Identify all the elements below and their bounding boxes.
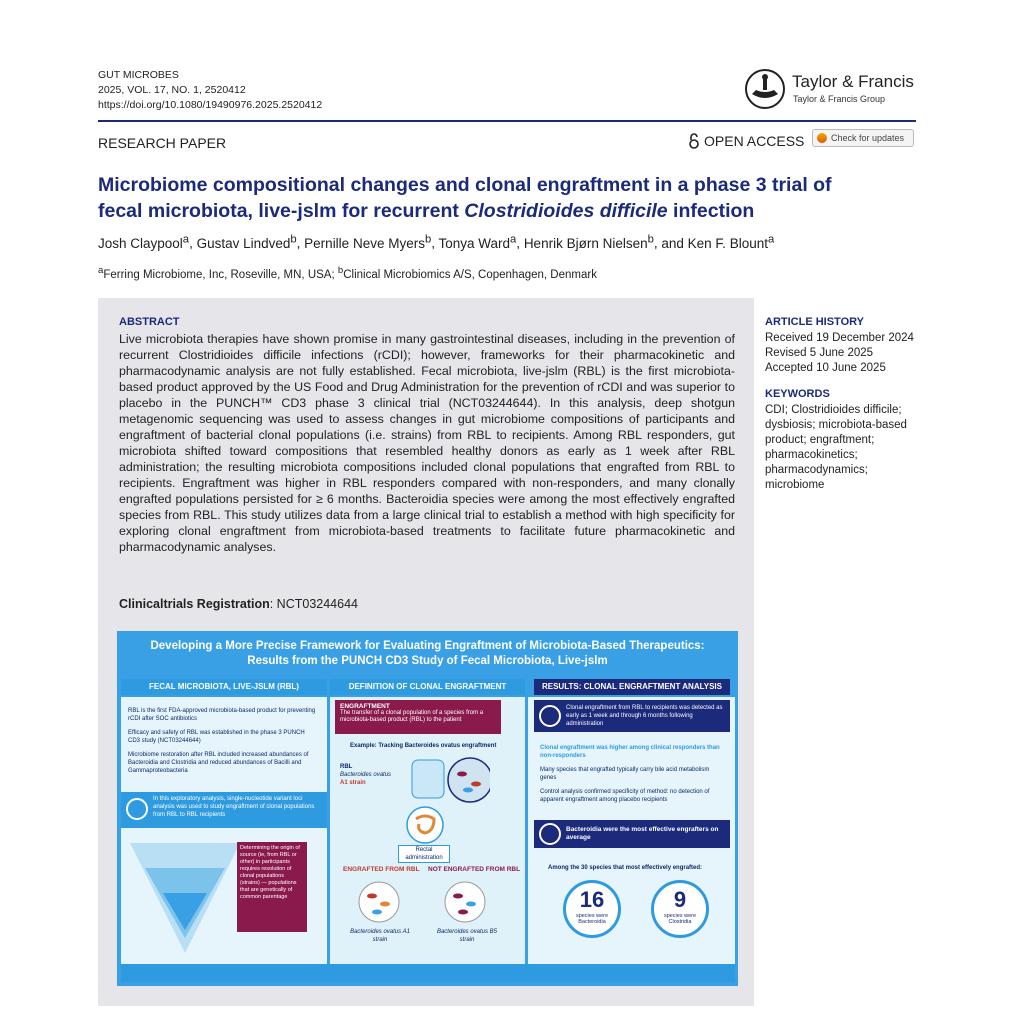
history-heading: ARTICLE HISTORY: [765, 316, 865, 328]
ga-strain: A1 strain: [340, 780, 366, 786]
a1-strain-caption: Bacteroides ovatus A1 strain: [350, 929, 410, 943]
open-access-label: OPEN ACCESS: [704, 133, 805, 149]
not-engrafted-sample-icon: [443, 880, 487, 924]
author[interactable]: Tonya Ward$^a$: [438, 233, 517, 251]
rectal-label: Rectal administration: [398, 845, 450, 863]
ga-title: Developing a More Precise Framework for Evaluating Engraftment of Microbiota-Based Therapeutics: Results from the PUNCH CD3 Study of Fecal Microbiota, Live-jslm: [150, 640, 705, 667]
paper-type: RESEARCH PAPER: [98, 135, 227, 151]
ga-among: Among the 30 species that most effectively engrafted:: [548, 865, 703, 871]
publisher-name: Taylor & Francis: [792, 72, 914, 91]
ga-col3-box1: Clonal engraftment from RBL to recipients was detected as early as 1 week and through 6 months following administration: [534, 700, 730, 732]
intestine-icon: [405, 805, 445, 845]
ga-col3-bullets: Clonal engraftment was higher among clinical responders than non-responders Many species that engrafted typically carry bile acid metabolism genes Control analysis confirmed specificity of method: no detection of apparent engraftment among placebo recipients: [540, 745, 720, 803]
author[interactable]: Josh Claypool$^a$: [98, 233, 190, 251]
ga-footer: [121, 964, 735, 982]
stat-bacteroidia: 16 species were Bacteroidia: [563, 880, 621, 938]
taylor-francis-logo-icon: [744, 68, 786, 110]
open-access-badge[interactable]: [688, 133, 804, 149]
ga-col1-bullets: RBL is the first FDA-approved microbiota-based product for preventing rCDI after SOC antibiotics Efficacy and safety of RBL was established in the phase 3 PUNCH CD3 study (NCT03244644) Microbiome restoration after RBL included increased abundances of Bacteroidia and Clostridia and reduced abundances of Bacilli and Gammaproteobacteria: [128, 708, 316, 774]
journal-doi[interactable]: https://doi.org/10.1080/19490976.2025.2520412: [98, 99, 323, 111]
ga-col1-funnel-text: Determining the origin of source (ie, from RBL or other) in participants requires resolution of clonal populations (strains) — populations that are genetically of common parentage: [237, 842, 307, 932]
ga-col3-header: RESULTS: CLONAL ENGRAFTMENT ANALYSIS: [534, 679, 730, 695]
paper-title: [98, 172, 928, 224]
b5-strain-caption: Bacteroides ovatus B5 strain: [436, 929, 498, 943]
journal-info: [98, 68, 322, 113]
ga-col1-header: FECAL MICROBIOTA, LIVE-JSLM (RBL): [121, 679, 327, 695]
publisher-group: Taylor & Francis Group: [793, 94, 886, 104]
author-list: Josh Claypool$^a$, Gustav Lindved$^b$, Pernille Neve Myers$^b$, Tonya Ward$^a$, Henrik Bjørn Nielsen$^b$, and Ken F. Blount$^a$: [98, 233, 775, 251]
ga-col3-box2: Bacteroidia were the most effective engrafters on average: [534, 820, 730, 848]
journal-name: GUT MICROBES: [98, 69, 179, 81]
check-updates-label: Check for updates: [831, 133, 905, 143]
abstract-heading: ABSTRACT: [119, 316, 180, 328]
journal-volume: 2025, VOL. 17, NO. 1, 2520412: [98, 84, 246, 96]
target-icon: [126, 798, 148, 820]
ga-species: Bacteroides ovatus: [340, 772, 392, 778]
abstract-text: Live microbiota therapies have shown promise in many gastrointestinal diseases, including in the prevention of recurrent Clostridioides difficile infections (rCDI); however, frameworks for their pharmacokinetic and pharmacodynamic analysis are not fully established. Fecal microbiota, live-jslm (RBL) is the first microbiota-based product approved by the US Food and Drug Administration for the prevention of rCDI and was superior to placebo in the PUNCH™ CD3 phase 3 clinical trial (NCT03244644). In this analysis, deep shotgun metagenomic sequencing was used to assess changes in gut microbiome compositions of participants and engraftment of bacterial clonal populations (i.e. strains) from RBL to recipients. Among RBL responders, gut microbiota shifted toward compositions that resembled healthy donors as early as 1 week after RBL administration; the resulting microbiota compositions included clonal populations that engrafted from RBL to recipients. Engraftment was higher in RBL responders compared with non-responders, and many clonally engrafted populations persisted for ≥ 6 months. Bacteroidia species were among the most effectively engrafted species from RBL. This study utilizes data from a large clinical trial to establish a method with high specificity for exploring clonal engraftment from microbiota-based treatments to facilitate future pharmacokinetic and pharmacodynamic analyses.: [119, 332, 735, 554]
target-icon: [539, 823, 561, 845]
open-lock-icon: [688, 133, 700, 149]
check-updates-button[interactable]: [812, 129, 914, 147]
article-history: Received 19 December 2024 Revised 5 June 2025 Accepted 10 June 2025: [765, 332, 914, 374]
header-rule: [98, 120, 916, 122]
ga-engraftment-box: ENGRAFTMENT The transfer of a clonal population of a species from a microbiota-based product (RBL) to the patient: [335, 700, 501, 734]
author[interactable]: Henrik Bjørn Nielsen$^b$: [523, 233, 654, 251]
registration: Clinicaltrials Registration: NCT03244644: [119, 597, 358, 611]
keywords-list: CDI; Clostridioides difficile; dysbiosis; microbiota-based product; engraftment; pharmacokinetics; pharmacodynamics; microbiome: [765, 404, 907, 491]
target-icon: [539, 705, 561, 727]
ga-example: Example: Tracking Bacteroides ovatus engraftment: [350, 743, 497, 749]
ga-col2-header: DEFINITION OF CLONAL ENGRAFTMENT: [330, 679, 525, 695]
engrafted-sample-icon: [357, 880, 401, 924]
author[interactable]: Gustav Lindved$^b$: [196, 233, 297, 251]
check-updates-icon: [817, 133, 827, 143]
stat-clostridia: 9 species were Clostridia: [651, 880, 709, 938]
engrafted-label: ENGRAFTED FROM RBL: [343, 866, 420, 873]
keywords-heading: KEYWORDS: [765, 388, 830, 400]
author[interactable]: Pernille Neve Myers$^b$: [304, 233, 432, 251]
ga-rbl-label: RBL: [340, 764, 353, 770]
affiliations: $^a$Ferring Microbiome, Inc, Roseville, MN, USA; $^b$Clinical Microbiomics A/S, Copenhagen, Denmark: [98, 265, 597, 281]
funnel-graphic: [125, 838, 245, 958]
title-line-2: fecal microbiota, live-jslm for recurrent Clostridioides difficile infection: [98, 200, 755, 222]
title-line-1: Microbiome compositional changes and clonal engraftment in a phase 3 trial of: [98, 174, 832, 196]
not-engrafted-label: NOT ENGRAFTED FROM RBL: [428, 866, 521, 873]
author[interactable]: and Ken F. Blount$^a$: [661, 233, 775, 251]
rbl-bag-icon: [410, 752, 490, 812]
ga-col1-box: In this exploratory analysis, single-nucleotide variant loci analysis was used to study engraftment of clonal populations from RBL to RBL recipients: [121, 792, 327, 828]
